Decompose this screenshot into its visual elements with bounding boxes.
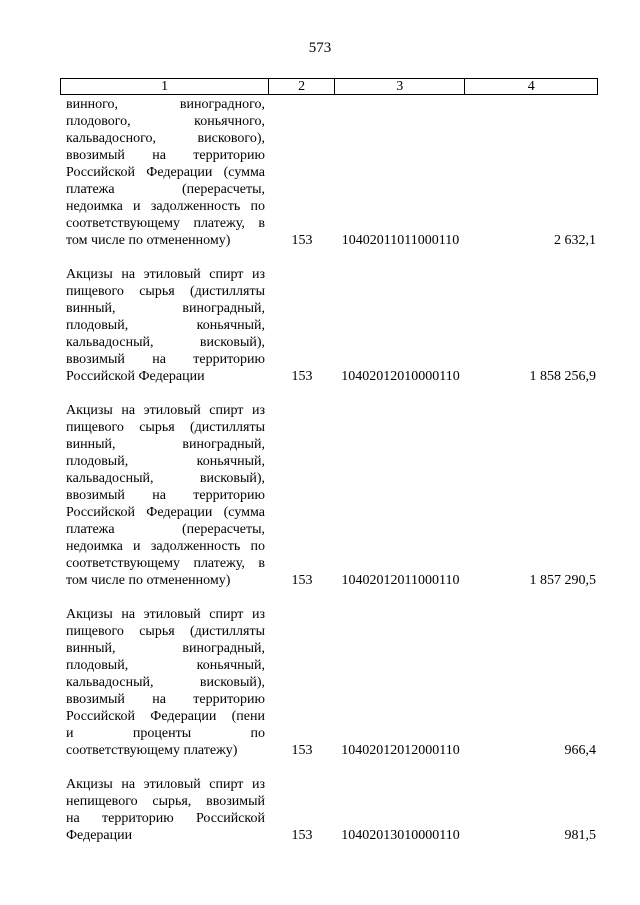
description-line: непищевого сырья, ввозимый: [66, 794, 265, 809]
description-line: платежа (перерасчеты,: [66, 522, 265, 537]
row-code: 153: [291, 743, 313, 758]
description-line: кальвадосного, вискового),: [66, 131, 265, 146]
description-line: на территорию Российской: [66, 811, 265, 826]
description-line: Акцизы на этиловый спирт из: [66, 777, 265, 792]
description-line: Акцизы на этиловый спирт из: [66, 267, 265, 282]
description-line: винного, виноградного,: [66, 97, 265, 112]
description-line: недоимка и задолженность по: [66, 199, 265, 214]
description-line: Федерации: [66, 828, 133, 843]
row-code: 153: [291, 573, 313, 588]
row-amount: 1 858 256,9: [529, 369, 596, 384]
row-spacer: [60, 385, 598, 402]
description-line: Российской Федерации: [66, 369, 205, 384]
description-line: винный, виноградный,: [66, 641, 265, 656]
description-line: том числе по отмененному): [66, 573, 231, 588]
description-line: ввозимый на территорию: [66, 488, 265, 503]
row-kbk: 10402012010000110: [341, 369, 460, 384]
row-spacer: [60, 589, 598, 606]
description-line: винный, виноградный,: [66, 301, 265, 316]
description-line: ввозимый на территорию: [66, 692, 265, 707]
description-line: плодовый, коньячный,: [66, 454, 265, 469]
table-row: [60, 266, 598, 385]
row-amount: 966,4: [564, 743, 596, 758]
description-line: и проценты по: [66, 726, 265, 741]
page-number: 573: [308, 40, 332, 56]
row-description: [60, 402, 269, 589]
row-code: 153: [291, 828, 313, 843]
description-line: ввозимый на территорию: [66, 148, 265, 163]
row-spacer: [60, 759, 598, 776]
row-description: [60, 776, 269, 844]
description-line: кальвадосный, висковый),: [66, 675, 265, 690]
row-spacer: [60, 249, 598, 266]
row-kbk: 10402012011000110: [341, 573, 460, 588]
description-line: Российской Федерации (пени: [66, 709, 265, 724]
description-line: пищевого сырья (дистилляты: [66, 624, 265, 639]
header-col-3: 3: [335, 79, 466, 94]
description-line: винный, виноградный,: [66, 437, 265, 452]
table-row: [60, 606, 598, 759]
row-description: [60, 266, 269, 385]
row-kbk: 10402013010000110: [341, 828, 460, 843]
table-header: [60, 78, 598, 95]
description-line: плодовый, коньячный,: [66, 658, 265, 673]
description-line: Российской Федерации (сумма: [66, 505, 265, 520]
table-row: [60, 776, 598, 844]
row-code: 153: [291, 369, 313, 384]
row-amount: 2 632,1: [554, 233, 596, 248]
description-line: том числе по отмененному): [66, 233, 231, 248]
row-amount: 981,5: [564, 828, 596, 843]
description-line: плодовый, коньячный,: [66, 318, 265, 333]
description-line: Российской Федерации (сумма: [66, 165, 265, 180]
description-line: пищевого сырья (дистилляты: [66, 420, 265, 435]
row-kbk: 10402012012000110: [341, 743, 460, 758]
description-line: недоимка и задолженность по: [66, 539, 265, 554]
description-line: плодового, коньячного,: [66, 114, 265, 129]
header-col-4: 4: [527, 79, 535, 94]
table-row: [60, 402, 598, 589]
row-description: [60, 96, 269, 249]
table-body: [60, 96, 598, 844]
description-line: кальвадосный, висковый),: [66, 471, 265, 486]
description-line: соответствующему платежу, в: [66, 556, 265, 571]
description-line: ввозимый на территорию: [66, 352, 265, 367]
description-line: Акцизы на этиловый спирт из: [66, 607, 265, 622]
row-amount: 1 857 290,5: [529, 573, 596, 588]
row-code: 153: [291, 233, 313, 248]
description-line: пищевого сырья (дистилляты: [66, 284, 265, 299]
description-line: платежа (перерасчеты,: [66, 182, 265, 197]
description-line: соответствующему платежу, в: [66, 216, 265, 231]
header-col-2: 2: [269, 79, 335, 94]
description-line: кальвадосный, висковый),: [66, 335, 265, 350]
description-line: Акцизы на этиловый спирт из: [66, 403, 265, 418]
row-description: [60, 606, 269, 759]
row-kbk: 10402011011000110: [341, 233, 460, 248]
table-row: [60, 96, 598, 249]
header-col-1: 1: [61, 79, 269, 94]
description-line: соответствующему платежу): [66, 743, 238, 758]
